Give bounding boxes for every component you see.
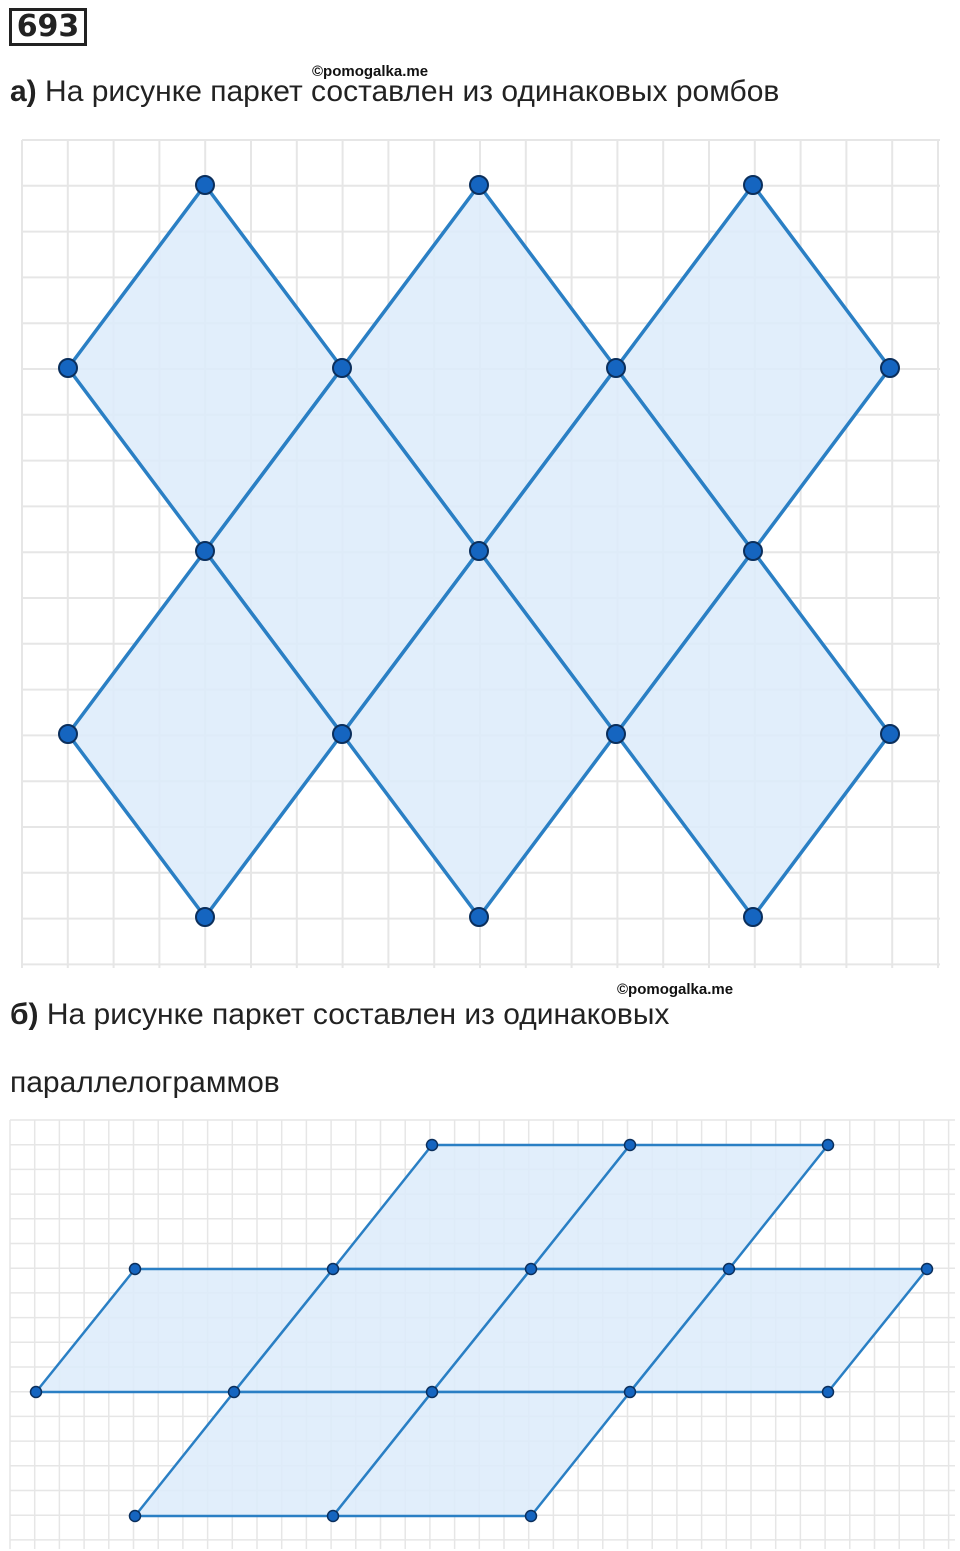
vertex-point [333,725,351,743]
part-a-label: а) [10,75,37,108]
task-number-box [9,8,87,46]
vertex-point [328,1511,339,1522]
vertex-point [130,1511,141,1522]
vertex-point [59,725,77,743]
part-a-heading [10,75,779,109]
vertex-point [744,542,762,560]
vertex-point [427,1387,438,1398]
vertex-point [744,176,762,194]
vertex-point [922,1264,933,1275]
part-b-heading [10,998,669,1032]
vertex-point [625,1140,636,1151]
vertex-point [229,1387,240,1398]
rhombus-parquet-figure [0,130,960,970]
vertex-point [607,725,625,743]
vertex-point [427,1140,438,1151]
vertex-point [881,725,899,743]
vertex-point [625,1387,636,1398]
vertex-point [881,359,899,377]
vertex-point [823,1387,834,1398]
part-b-text-line1: На рисунке паркет составлен из одинаковых [46,998,670,1031]
vertex-point [196,542,214,560]
part-b-label: б) [10,998,39,1031]
parallelogram-parquet-figure [0,1115,960,1551]
vertex-point [607,359,625,377]
task-number: 693 [16,9,80,44]
part-b-text-line2: параллелограммов [10,1066,280,1099]
vertex-point [333,359,351,377]
vertex-point [31,1387,42,1398]
watermark-bottom: ©pomogalka.me [617,981,734,998]
vertex-point [196,908,214,926]
vertex-point [470,908,488,926]
part-a-text: На рисунке паркет составлен из одинаковых ромбов [45,75,780,108]
vertex-point [130,1264,141,1275]
vertex-point [328,1264,339,1275]
watermark-top: ©pomogalka.me [312,63,429,80]
vertex-point [470,542,488,560]
vertex-point [470,176,488,194]
vertex-point [59,359,77,377]
vertex-point [526,1511,537,1522]
vertex-point [744,908,762,926]
vertex-point [724,1264,735,1275]
vertex-point [196,176,214,194]
vertex-point [526,1264,537,1275]
vertex-point [823,1140,834,1151]
